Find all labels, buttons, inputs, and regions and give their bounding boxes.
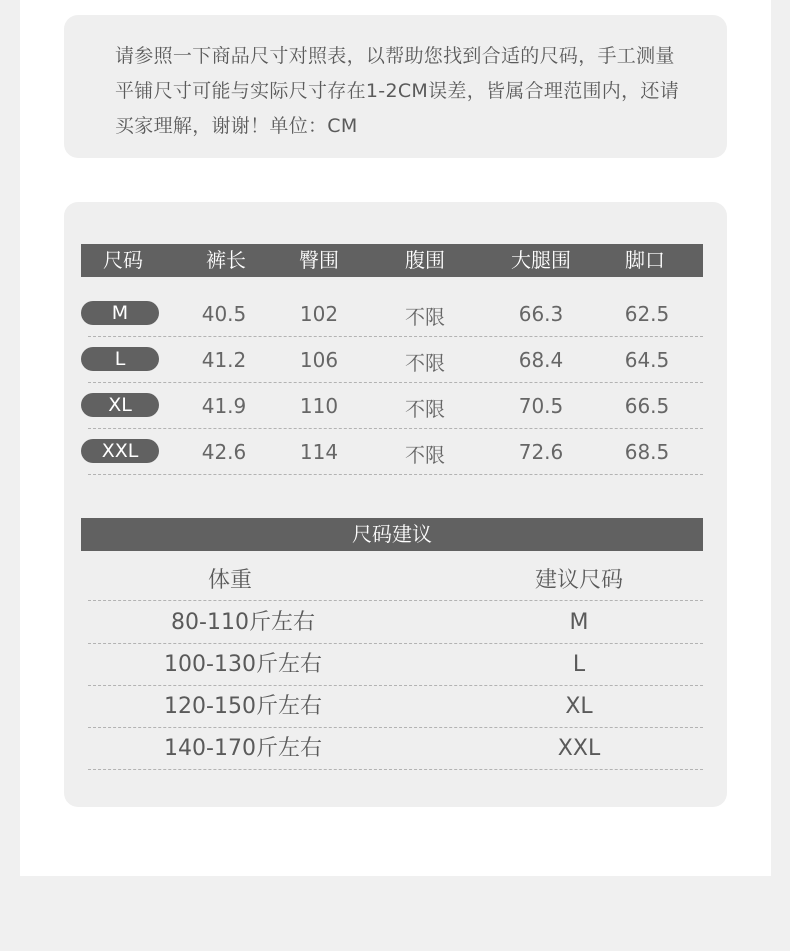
thigh-value: 70.5 [518, 394, 564, 418]
table-row [81, 337, 703, 383]
row-divider [88, 474, 703, 475]
header-hem: 脚口 [625, 248, 665, 272]
advice-header-row [81, 561, 703, 601]
thigh-value: 72.6 [518, 440, 564, 464]
table-row [81, 383, 703, 429]
hem-value: 62.5 [624, 302, 670, 326]
size-badge: XXL [81, 439, 159, 463]
length-value: 41.2 [201, 348, 247, 372]
advice-row [81, 686, 703, 728]
header-hip: 臀围 [299, 248, 339, 272]
hip-value: 106 [299, 348, 339, 372]
size-note-card [64, 15, 727, 158]
advice-header-weight: 体重 [207, 568, 253, 593]
size-badge: M [81, 301, 159, 325]
advice-size: XL [565, 694, 593, 719]
advice-row [81, 602, 703, 644]
size-chart-panel [64, 202, 727, 807]
advice-weight: 140-170斤左右 [164, 736, 322, 761]
size-table-header [81, 244, 703, 277]
waist-value: 不限 [405, 443, 445, 467]
header-length: 裤长 [206, 248, 246, 272]
advice-size: M [569, 610, 589, 635]
thigh-value: 68.4 [518, 348, 564, 372]
size-note-text: 请参照一下商品尺寸对照表，以帮助您找到合适的尺码，手工测量平铺尺寸可能与实际尺寸存在1-2CM误差，皆属合理范围内，还请买家理解，谢谢！单位：CM [115, 45, 679, 137]
advice-size: XXL [557, 736, 601, 761]
advice-weight: 80-110斤左右 [171, 610, 315, 635]
length-value: 40.5 [201, 302, 247, 326]
table-row [81, 429, 703, 475]
length-value: 42.6 [201, 440, 247, 464]
advice-weight: 100-130斤左右 [164, 652, 322, 677]
hip-value: 102 [299, 302, 339, 326]
row-divider [88, 769, 703, 770]
waist-value: 不限 [405, 351, 445, 375]
advice-row [81, 644, 703, 686]
hem-value: 66.5 [624, 394, 670, 418]
advice-weight: 120-150斤左右 [164, 694, 322, 719]
hip-value: 114 [299, 440, 339, 464]
advice-row [81, 728, 703, 770]
table-row [81, 291, 703, 337]
header-waist: 腹围 [405, 248, 445, 272]
thigh-value: 66.3 [518, 302, 564, 326]
size-badge: XL [81, 393, 159, 417]
waist-value: 不限 [405, 305, 445, 329]
length-value: 41.9 [201, 394, 247, 418]
size-advice-title: 尺码建议 [81, 518, 703, 551]
advice-header-size: 建议尺码 [534, 568, 624, 593]
header-thigh: 大腿围 [511, 248, 571, 272]
hem-value: 68.5 [624, 440, 670, 464]
waist-value: 不限 [405, 397, 445, 421]
advice-size: L [572, 652, 586, 677]
hip-value: 110 [299, 394, 339, 418]
size-badge: L [81, 347, 159, 371]
hem-value: 64.5 [624, 348, 670, 372]
row-divider [88, 600, 703, 601]
header-size: 尺码 [103, 248, 143, 272]
